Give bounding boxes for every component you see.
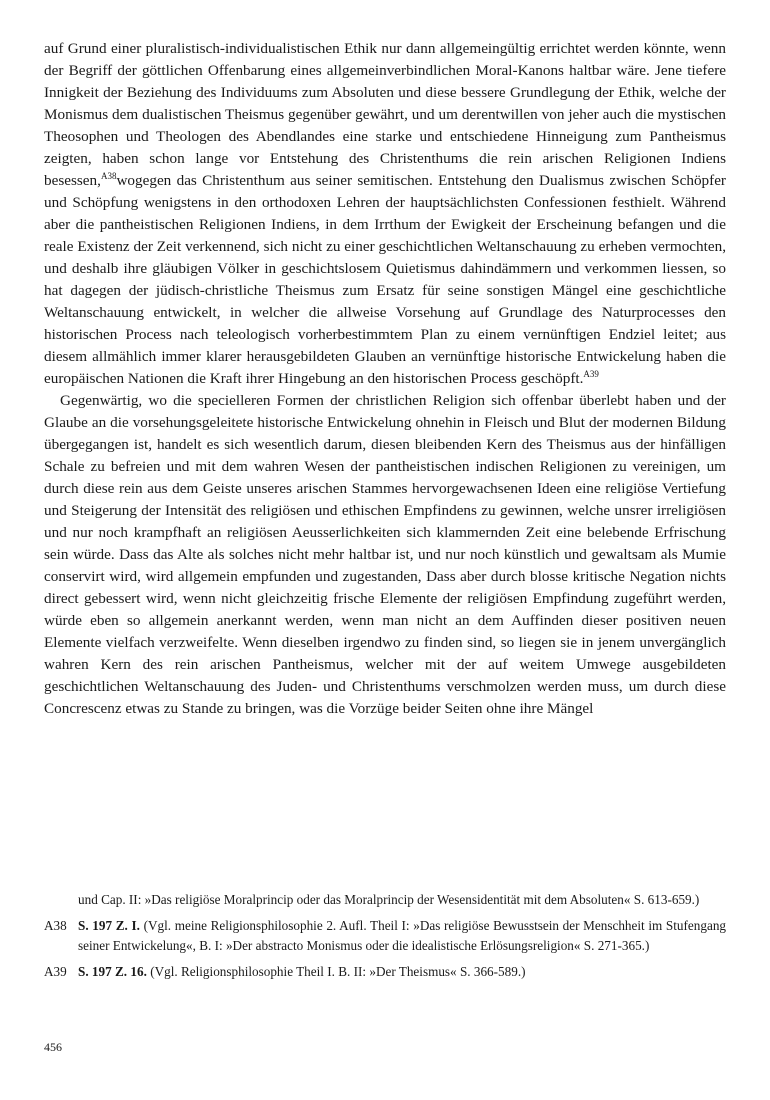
footnote-ref: S. 197 Z. 16. bbox=[78, 964, 147, 979]
footnote-a39: A39 S. 197 Z. 16. (Vgl. Religionsphilosophie Theil I. B. II: »Der Theismus« S. 366-589.) bbox=[44, 962, 726, 982]
footnotes bbox=[44, 890, 726, 988]
footnote-continuation: und Cap. II: »Das religiöse Moralprincip oder das Moralprincip der Wesensidentität mit dem Absoluten« S. 613-659.) bbox=[78, 892, 700, 907]
paragraph-2: Gegenwärtig, wo die specielleren Formen der christlichen Religion sich offenbar überlebt haben und der Glaube an die vorsehungsgeleitete historische Entwickelung ohnehin in Fleisch und Blut der modernen Bildung übergegangen ist, handelt es sich wesentlich darum, diesen bleibenden Kern des Theismus aus der hinfälligen Schale zu befreien und mit dem wahren Wesen der pantheistischen indischen Religionen zu vereinigen, um durch diese rein aus dem Geiste unseres arischen Stammes hervorgewachsenen Ideen eine religiöse Vertiefung und Steigerung der Intensität des religiösen und ethischen Empfindens zu gewinnen, welche unsrer irreligiösen und nur noch krampfhaft an religiösen Aeusserlichkeiten sich klammernden Zeit eine belebende Erfrischung sein würde. Dass das Alte als solches nicht mehr haltbar ist, und nur noch künstlich und gewaltsam als Mumie conservirt wird, wird allgemein empfunden und zugestanden, Dass aber durch blosse kritische Negation nichts direct gebessert wird, wenn nicht gleichzeitig frische Elemente der religiösen Empfindung zugeführt werden, würde eben so allgemein anerkannt werden, wenn man nicht an dem Auffinden dieser positiven neuen Elemente vielfach verzweifelte. Wenn dieselben irgendwo zu finden sind, so liegen sie in jenem unvergänglich wahren Kern des rein arischen Pantheismus, welcher mit der auf weitem Umwege ausgebildeten geschichtlichen Weltanschauung des Juden- und Christenthums verschmolzen werden muss, um durch diese Concrescenz etwas zu Stande zu bringen, was die Vorzüge beider Seiten ohne ihre Mängel bbox=[44, 392, 726, 717]
footnote-ref-a39[interactable]: A39 bbox=[583, 368, 599, 379]
footnote-number: A38 bbox=[44, 918, 67, 933]
main-text bbox=[44, 38, 726, 720]
page-number: 456 bbox=[44, 1040, 62, 1054]
paragraph-1: auf Grund einer pluralistisch-individualistischen Ethik nur dann allgemeingültig errichtet werden könnte, wenn der Begriff der göttlichen Offenbarung eines allgemeinverbindlichen Moral-Kanons haltbar wäre. Jene tiefere Innigkeit der Beziehung des Individuums zum Absoluten und diese bessere Grundlegung der Ethik, welche der Monismus dem dualistischen Theismus gegenüber gewährt, und um derentwillen von jeher auch die mystischen Theosophen und Theologen des Abendlandes eine starke und entschiedene Hinneigung zum Pantheismus zeigten, haben schon lange vor Entstehung des Christenthums die rein arischen Religionen Indiens besessen,$^{A38}$wogegen das Christenthum aus seiner semitischen. Entstehung den Dualismus zwischen Schöpfer und Schöpfung wenigstens in den orthodoxen Lehren der hauptsächlichsten Confessionen festhielt. Während aber die pantheistischen Religionen Indiens, in dem Irrthum der Ewigkeit der Erscheinung befangen und die reale Existenz der Zeit verkennend, sich nicht zu einer geschichtlichen Weltanschauung zu erheben vermochten, und deshalb ihre gläubigen Völker in geschichtslosem Quietismus dahindämmern und verkommen liessen, so hat dagegen der jüdisch-christliche Theismus zum Ersatz für seine sonstigen Mängel eine geschichtliche Weltanschauung entwickelt, in welcher die allweise Vorsehung auf Grundlage des Naturprocesses den historischen Process nach teleologisch vorherbestimmtem Plan zu einem vernünftigen Endziel leitet; aus diesem allmählich immer klarer herausgebildeten Glauben an vernünftige historische Entwickelung haben die europäischen Nationen die Kraft ihrer Hingebung an den historischen Process geschöpft.$^{A39}$ bbox=[44, 40, 726, 387]
footnote-ref: S. 197 Z. I. bbox=[78, 918, 140, 933]
footnote-ref-a38[interactable]: A38 bbox=[100, 170, 117, 181]
footnote-number: A39 bbox=[44, 964, 67, 979]
footnote-a38: A38 S. 197 Z. I. (Vgl. meine Religionsphilosophie 2. Aufl. Theil I: »Das religiöse Bewusstsein der Menschheit im Stufengang seiner Entwickelung«, B. I: »Der abstracto Monismus oder die idealistische Erlösungsreligion« S. 271-365.) bbox=[44, 916, 726, 956]
